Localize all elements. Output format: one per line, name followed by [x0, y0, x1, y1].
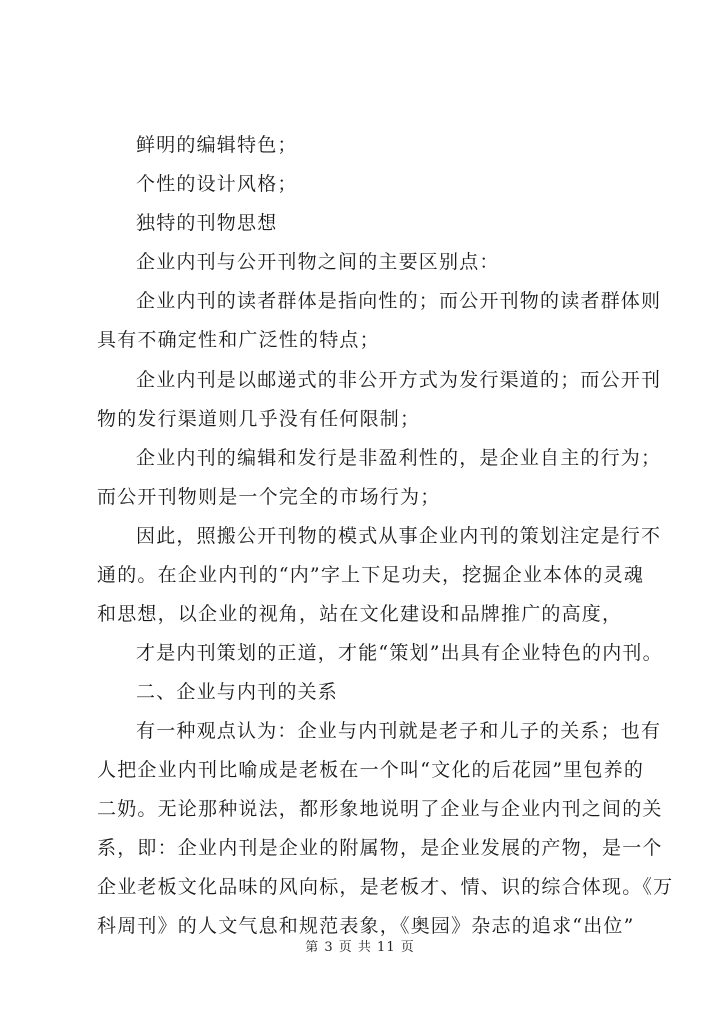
text-line: 企业内刊是以邮递式的非公开方式为发行渠道的；而公开刊: [136, 369, 662, 391]
text-line: 个性的设计风格；: [136, 173, 298, 195]
text-line: 而公开刊物则是一个完全的市场行为；: [97, 486, 441, 508]
text-line: 科周刊》的人文气息和规范表象，《奥园》杂志的追求“出位”: [97, 915, 635, 937]
page-number-footer: 第 3 页 共 11 页: [305, 940, 415, 955]
text-line: 二奶。无论那种说法，都形象地说明了企业与企业内刊之间的关: [97, 798, 663, 820]
text-line: 物的发行渠道则几乎没有任何限制；: [97, 408, 421, 430]
text-line: 和思想，以企业的视角，站在文化建设和品牌推广的高度，: [97, 603, 623, 625]
text-line: 通的。在企业内刊的“内”字上下足功夫，挖掘企业本体的灵魂: [97, 564, 645, 586]
section-heading: 二、企业与内刊的关系: [136, 681, 339, 703]
text-line: 系，即：企业内刊是企业的附属物，是企业发展的产物，是一个: [97, 837, 663, 859]
text-line: 人把企业内刊比喻成是老板在一个叫“文化的后花园”里包养的: [97, 759, 645, 781]
text-line: 有一种观点认为：企业与内刊就是老子和儿子的关系；也有: [136, 720, 662, 742]
text-line: 独特的刊物思想: [136, 212, 278, 234]
text-line: 才是内刊策划的正道，才能“策划”出具有企业特色的内刊。: [136, 642, 663, 664]
text-line: 企业内刊的编辑和发行是非盈利性的，是企业自主的行为；: [136, 447, 662, 469]
text-line: 因此，照搬公开刊物的模式从事企业内刊的策划注定是行不: [136, 525, 662, 547]
text-line: 鲜明的编辑特色；: [136, 134, 298, 156]
text-line: 具有不确定性和广泛性的特点；: [97, 329, 380, 351]
text-line: 企业老板文化品味的风向标，是老板才、情、识的综合体现。《万: [97, 876, 674, 898]
text-line: 企业内刊的读者群体是指向性的；而公开刊物的读者群体则: [136, 290, 662, 312]
text-line: 企业内刊与公开刊物之间的主要区别点：: [136, 251, 500, 273]
